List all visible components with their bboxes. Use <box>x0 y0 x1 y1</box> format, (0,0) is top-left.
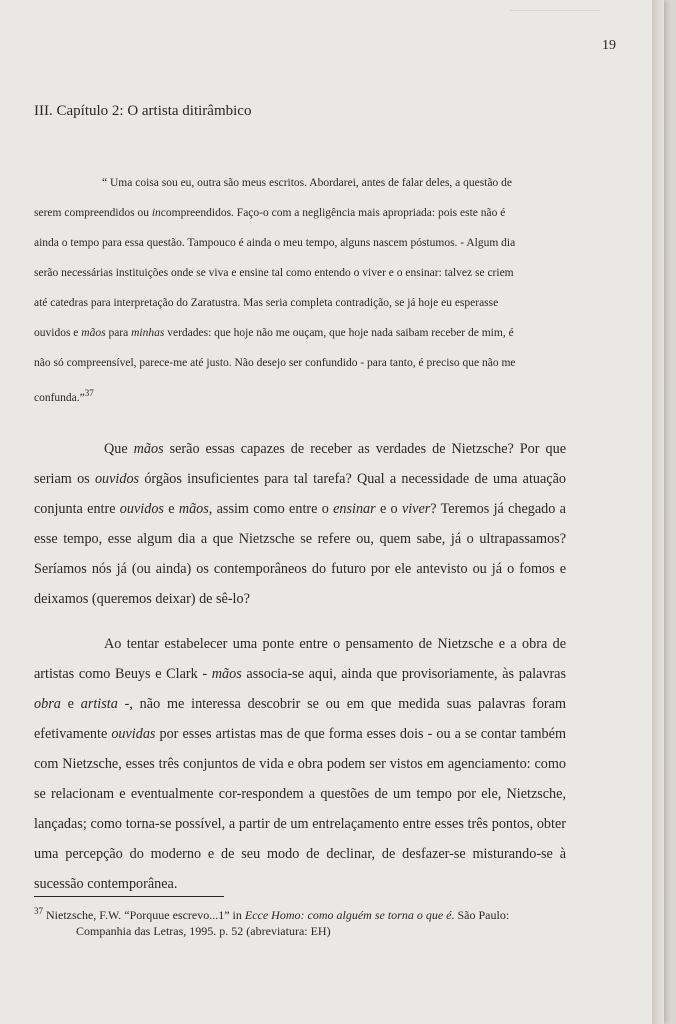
quote-line: confunda.” <box>34 391 85 404</box>
quote-line: verdades: que hoje não me ouçam, que hoje nada saibam receber de mim, é <box>164 327 514 339</box>
emphasis: ouvidas <box>111 726 156 743</box>
emphasis: mãos <box>211 666 242 683</box>
emphasis: ouvidos <box>119 501 164 518</box>
footnote-number: 37 <box>34 906 43 916</box>
emphasis: viver <box>401 501 431 518</box>
block-quote <box>34 168 554 413</box>
emphasis: ouvidos <box>94 471 140 488</box>
quote-line: até catedras para interpretação do Zaratustra. Mas seria completa contradição, se já hoje eu esperasse <box>34 297 499 309</box>
page-edge <box>652 0 664 1024</box>
quote-line: serão necessárias instituições onde se viva e ensine tal como entendo o viver e o ensinar: talvez se criem <box>34 267 514 279</box>
emphasis: mãos <box>178 501 209 518</box>
quote-line: compreendidos. Faço-o com a negligência mais apropriada: pois este não é <box>160 207 506 219</box>
page-number: 19 <box>602 38 616 53</box>
quote-line: para <box>105 327 132 339</box>
footnote-separator <box>34 896 224 897</box>
faint-pencil-mark <box>510 0 600 11</box>
emphasis: obra <box>34 696 61 713</box>
quote-line: serem compreendidos ou <box>34 207 152 219</box>
quote-emphasis: mãos <box>81 327 106 339</box>
emphasis: mãos <box>133 441 164 458</box>
chapter-title: III. Capítulo 2: O artista ditirâmbico <box>34 103 252 119</box>
quote-line: ainda o tempo para essa questão. Tampouco é ainda o meu tempo, alguns nascem póstumos. - Algum dia <box>34 237 516 249</box>
footnote-line-2: Companhia das Letras, 1995. p. 52 (abreviatura: EH) <box>76 924 331 938</box>
book-title: Ecce Homo: como alguém se torna o que é <box>244 908 452 922</box>
footnote: $^{37}$ Nietzsche, F.W. “Porquue escrevo...1” in Ecce Homo: como alguém se torna o que é. São Paulo: Companhia das Letras, 1995. p. 52 (abreviatura: EH) <box>34 903 574 939</box>
quote-line: “ Uma coisa sou eu, outra são meus escritos. Abordarei, antes de falar deles, a questão de <box>102 177 513 189</box>
paragraph-1: Que mãos serão essas capazes de receber as verdades de Nietzsche? Por que seriam os ouvidos órgãos insuficientes para tal tarefa? Qual a necessidade de uma atuação conjunta entre ouvidos e mãos, assim como entre o ensinar e o viver? Teremos já chegado a esse tempo, esse algum dia a que Nietzsche se refere ou, quem sabe, já o ultrapassamos? Seríamos nós já (ou ainda) os contemporâneos do futuro por ele antevisto ou já o fomos e deixamos (queremos deixar) de sê-lo? <box>34 441 566 608</box>
footnote-reference[interactable]: 37 <box>84 388 94 398</box>
quote-emphasis: minhas <box>131 327 165 339</box>
emphasis: ensinar <box>333 501 376 518</box>
paragraph-2: Ao tentar estabelecer uma ponte entre o pensamento de Nietzsche e a obra de artistas como Beuys e Clark - mãos associa-se aqui, ainda que provisoriamente, às palavras obra e artista -, não me interessa descobrir se ou em que medida suas palavras foram efetivamente ouvidas por esses artistas mas de que forma esses dois - ou a se contar também com Nietzsche, esses três conjuntos de vida e obra podem ser vistos em agenciamento: como se relacionam e eventualmente cor-respondem a questões de um tempo por ele, Nietzsche, lançadas; como torna-se possível, a partir de um entrelaçamento entre esses três pontos, obter uma percepção do moderno e de seu modo de declinar, de desfazer-se misturando-se à sucessão contemporânea. <box>34 636 566 893</box>
emphasis: artista <box>80 696 118 713</box>
quote-line: ouvidos e <box>34 327 82 339</box>
quote-line: não só compreensível, parece-me até justo. Não desejo ser confundido - para tanto, é preciso que não me <box>34 357 516 369</box>
quote-emphasis: in <box>151 207 161 219</box>
